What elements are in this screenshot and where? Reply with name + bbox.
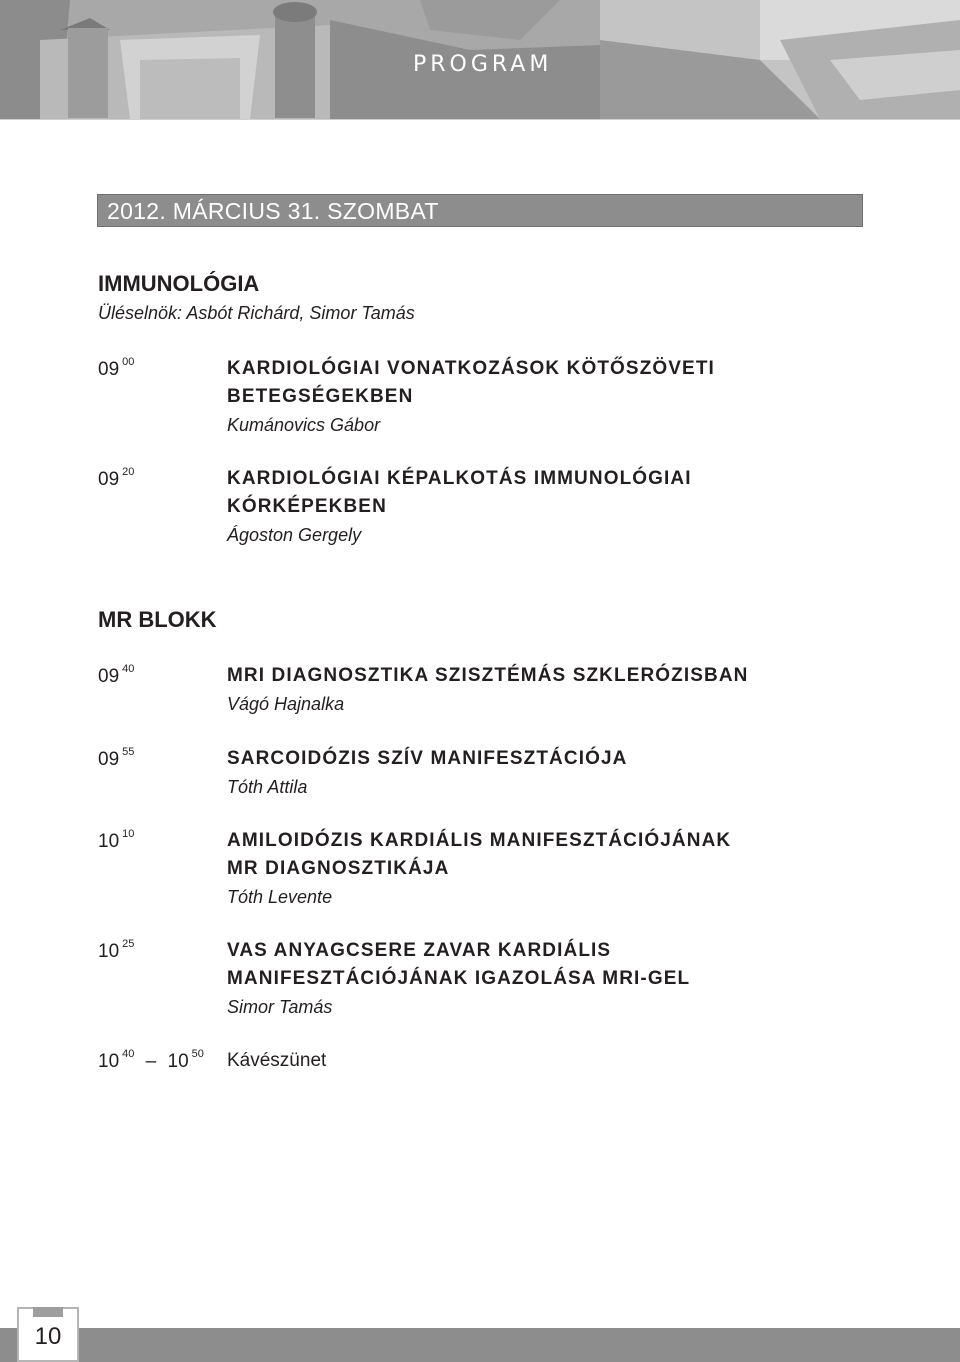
talk-time: 10 $^{10}$ [98, 828, 135, 852]
talk-author: Vágó Hajnalka [227, 694, 345, 714]
talk-entry [227, 662, 827, 718]
talk-title: KÓRKÉPEKBEN [227, 496, 387, 517]
talk-entry [227, 937, 827, 1021]
session-chairs: Üléselnök: Asbót Richárd, Simor Tamás [98, 303, 415, 323]
talk-title: SARCOIDÓZIS SZÍV MANIFESZTÁCIÓJA [227, 748, 628, 769]
talk-author: Kumánovics Gábor [227, 415, 381, 435]
page-number: 10 [34, 1323, 62, 1350]
date-label: 2012. MÁRCIUS 31. SZOMBAT [107, 198, 439, 224]
break-label: Kávészünet [227, 1050, 327, 1071]
talk-title: KARDIOLÓGIAI KÉPALKOTÁS IMMUNOLÓGIAI [227, 468, 692, 489]
talk-entry [227, 465, 827, 549]
talk-entry [227, 827, 827, 911]
talk-time: 09 $^{00}$ [98, 356, 135, 380]
break-time: 10 $^{40}$ – 10 $^{50}$ [98, 1048, 204, 1072]
footer-bar [0, 1328, 960, 1362]
talk-entry [227, 745, 827, 801]
talk-time: 09 $^{40}$ [98, 663, 135, 687]
talk-author: Tóth Levente [227, 887, 333, 907]
page-number-box [17, 1307, 79, 1362]
break-entry [227, 1047, 827, 1075]
talk-author: Tóth Attila [227, 777, 308, 797]
header-banner [0, 0, 960, 119]
talk-entry [227, 355, 827, 439]
talk-title: VAS ANYAGCSERE ZAVAR KARDIÁLIS [227, 940, 612, 961]
talk-title: MRI DIAGNOSZTIKA SZISZTÉMÁS SZKLERÓZISBAN [227, 665, 749, 686]
talk-title: BETEGSÉGEKBEN [227, 386, 414, 407]
program-header-title: PROGRAM [413, 52, 553, 77]
talk-title: MR DIAGNOSZTIKÁJA [227, 858, 450, 879]
section-title-mr-blokk: MR BLOKK [98, 607, 217, 632]
section-title-immunologia: IMMUNOLÓGIA [98, 271, 260, 296]
talk-title: MANIFESZTÁCIÓJÁNAK IGAZOLÁSA MRI-GEL [227, 968, 691, 989]
talk-time: 09 $^{55}$ [98, 746, 135, 770]
date-bar [97, 194, 863, 227]
talk-time: 09 $^{20}$ [98, 466, 135, 490]
talk-author: Ágoston Gergely [227, 525, 362, 545]
talk-title: KARDIOLÓGIAI VONATKOZÁSOK KÖTŐSZÖVETI [227, 358, 715, 379]
talk-title: AMILOIDÓZIS KARDIÁLIS MANIFESZTÁCIÓJÁNAK [227, 830, 732, 851]
talk-time: 10 $^{25}$ [98, 938, 135, 962]
header-divider [0, 119, 960, 120]
talk-author: Simor Tamás [227, 997, 333, 1017]
